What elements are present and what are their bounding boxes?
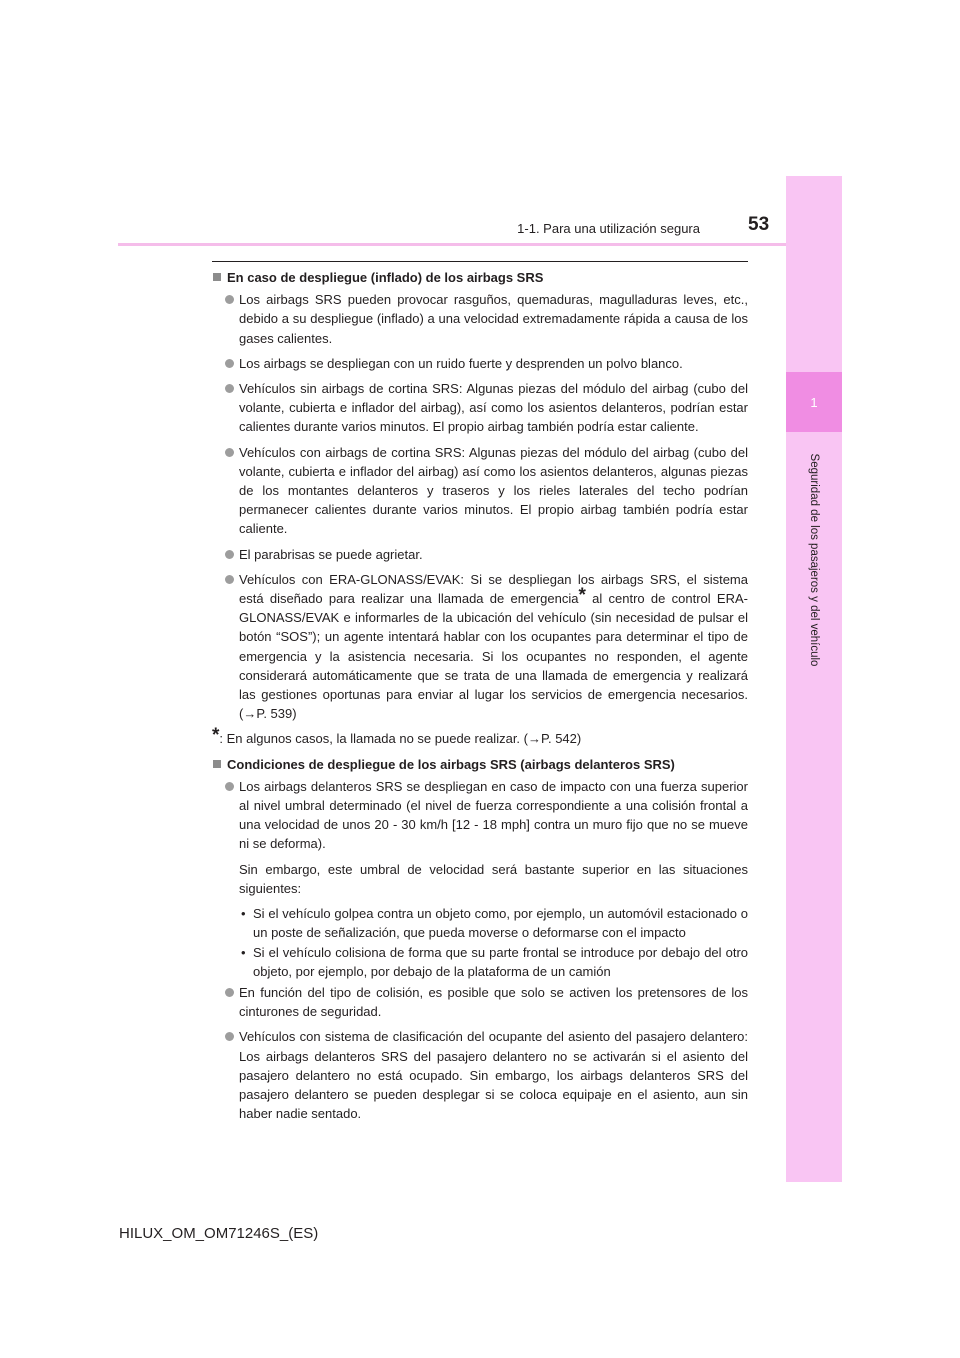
- sub-list-item: [212, 904, 748, 942]
- footnote-marker: *: [212, 725, 220, 747]
- bullet-icon: [225, 448, 234, 457]
- chapter-side-tab: [786, 176, 842, 1182]
- section-heading: En caso de despliegue (inflado) de los airbags SRS: [212, 268, 748, 287]
- document-code: HILUX_OM_OM71246S_(ES): [119, 1225, 319, 1242]
- header-rule: [118, 243, 786, 246]
- chapter-number-tab: 1: [786, 372, 842, 432]
- bullet-icon: [225, 782, 234, 791]
- bullet-text: El parabrisas se puede agrietar.: [239, 546, 423, 562]
- page-content: [212, 264, 748, 1129]
- sub-list-text: Si el vehículo colisiona de forma que su parte frontal se introduce por debajo del otro objeto, por ejemplo, por debajo de la plataforma de un camión: [253, 944, 748, 979]
- bullet-text: En función del tipo de colisión, es posible que solo se activen los pretensores de los cinturones de seguridad.: [239, 984, 748, 1020]
- bullet-item: [212, 1027, 748, 1123]
- bullet-text: al centro de control ERA-GLONASS/EVAK e informarles de la ubicación del vehículo (sin necesidad de pulsar el botón “SOS”); un agente intentará hablar con los ocupantes para determinar el tipo de emergencia y la asistencia necesaria. Si los ocupantes no responden, el agente considerará automáticamente que se trata de una llamada de emergencia y realizará las gestiones oportunas para enviar al lugar los servicios de emergencia necesarios. (→P. 539): [239, 591, 748, 722]
- bullet-item: [212, 545, 748, 564]
- bullet-text: Vehículos con ERA-GLONASS/EVAK: Si se despliegan los airbags SRS, el sistema está diseñado para realizar una llamada de emergencia: [239, 571, 748, 607]
- bullet-text: Los airbags SRS pueden provocar rasguños, quemaduras, magulladuras leves, etc., debido a su despliegue (inflado) a una velocidad extremadamente rápida a causa de los gases calientes.: [239, 292, 748, 346]
- sub-bullet-marker: •: [241, 944, 246, 960]
- section-title: 1-1. Para una utilización segura: [517, 221, 700, 236]
- section-heading: Condiciones de despliegue de los airbags SRS (airbags delanteros SRS): [212, 755, 748, 774]
- sub-list-item: [212, 943, 748, 981]
- bullet-item-era-glonass: [212, 570, 748, 724]
- sub-bullet-marker: •: [241, 906, 246, 922]
- bullet-item: [212, 354, 748, 373]
- content-top-rule: [212, 261, 748, 262]
- page-number: 53: [748, 214, 770, 235]
- chapter-title-vertical: Seguridad de los pasajeros y del vehículo: [808, 453, 820, 667]
- bullet-item: [212, 379, 748, 437]
- footnote-text: : En algunos casos, la llamada no se puede realizar. (→P. 542): [219, 731, 582, 747]
- bullet-text: Los airbags delanteros SRS se despliegan en caso de impacto con una fuerza superior al nivel umbral determinado (el nivel de fuerza correspondiente a una colisión frontal a una velocidad de unos 20 - 30 km/h [12 - 18 mph] contra un muro fijo que no se mueve ni se deforma).: [239, 778, 748, 852]
- bullet-icon: [225, 988, 234, 997]
- bullet-icon: [225, 295, 234, 304]
- bullet-item: [212, 443, 748, 539]
- footnote-marker: *: [578, 585, 586, 607]
- paragraph: Sin embargo, este umbral de velocidad será bastante superior en las situaciones siguientes:: [239, 861, 748, 896]
- bullet-text: Vehículos con airbags de cortina SRS: Algunas piezas del módulo del airbag (cubo del volante, cubierta e inflador del airbag) así como los asientos delanteros, algunas piezas de los montantes delanteros y traseros y los rieles laterales del techo podrían permanecer calientes durante varios minutos. El propio airbag también podría estar caliente.: [239, 444, 748, 537]
- footnote: [212, 725, 748, 748]
- bullet-icon: [225, 575, 234, 584]
- bullet-icon: [225, 1032, 234, 1041]
- bullet-icon: [225, 359, 234, 368]
- bullet-item: [212, 983, 748, 1021]
- bullet-icon: [225, 550, 234, 559]
- bullet-icon: [225, 384, 234, 393]
- bullet-text: Los airbags se despliegan con un ruido fuerte y desprenden un polvo blanco.: [239, 355, 683, 371]
- bullet-text: Vehículos con sistema de clasificación del ocupante del asiento del pasajero delantero: Los airbags delanteros SRS del pasajero delantero no se activarán si el asiento del pasajero delantero no está ocupado. Sin embargo, los airbags delanteros SRS del pasajero delantero se pueden desplegar si se coloca equipaje en el asiento, aun sin haber nadie sentado.: [239, 1029, 748, 1122]
- sub-list-text: Si el vehículo golpea contra un objeto como, por ejemplo, un automóvil estacionado o un poste de señalización, que pueda moverse o deformarse con el impacto: [253, 906, 748, 941]
- bullet-item: [212, 290, 748, 348]
- bullet-text: Vehículos sin airbags de cortina SRS: Algunas piezas del módulo del airbag (cubo del volante, cubierta e inflador del airbag), así como los asientos delanteros, podrían estar calientes durante varios minutos. El propio airbag también podría estar caliente.: [239, 381, 748, 435]
- bullet-item: [212, 777, 748, 854]
